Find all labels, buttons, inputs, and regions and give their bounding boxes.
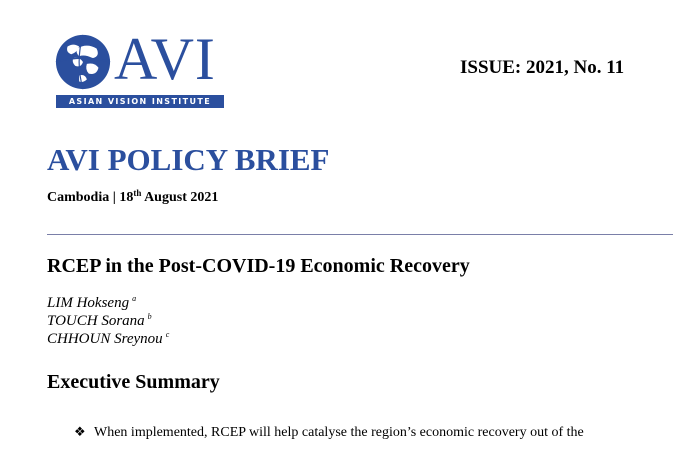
divider [47,234,673,235]
issue-number: ISSUE: 2021, No. 11 [460,57,625,78]
author-name: LIM Hokseng [47,295,130,311]
diamond-bullet-icon: ❖ [74,425,86,440]
avi-logo [54,26,232,113]
author [47,294,169,312]
bullet-item [74,425,584,441]
author-name: CHHOUN Sreynou [47,331,163,347]
section-heading: Executive Summary [47,371,220,393]
dateline-ordinal: th [133,188,142,198]
article-title: RCEP in the Post-COVID-19 Economic Recovery [47,255,470,277]
author [47,330,169,348]
author [47,312,169,330]
page-title: AVI POLICY BRIEF [47,142,330,177]
logo-wordmark: AVI [114,26,216,92]
dateline [47,190,218,206]
bullet-text: When implemented, RCEP will help catalyse the region’s economic recovery out of the [94,425,584,440]
logo-tagline: ASIAN VISION INSTITUTE [56,95,224,108]
dateline-suffix: August 2021 [141,190,219,205]
globe-icon [54,33,112,91]
author-affiliation-mark: a [132,294,137,303]
author-list [47,294,169,348]
author-affiliation-mark: c [165,330,170,339]
dateline-prefix: Cambodia | 18 [47,190,134,205]
author-affiliation-mark: b [147,312,152,321]
author-name: TOUCH Sorana [47,313,145,329]
